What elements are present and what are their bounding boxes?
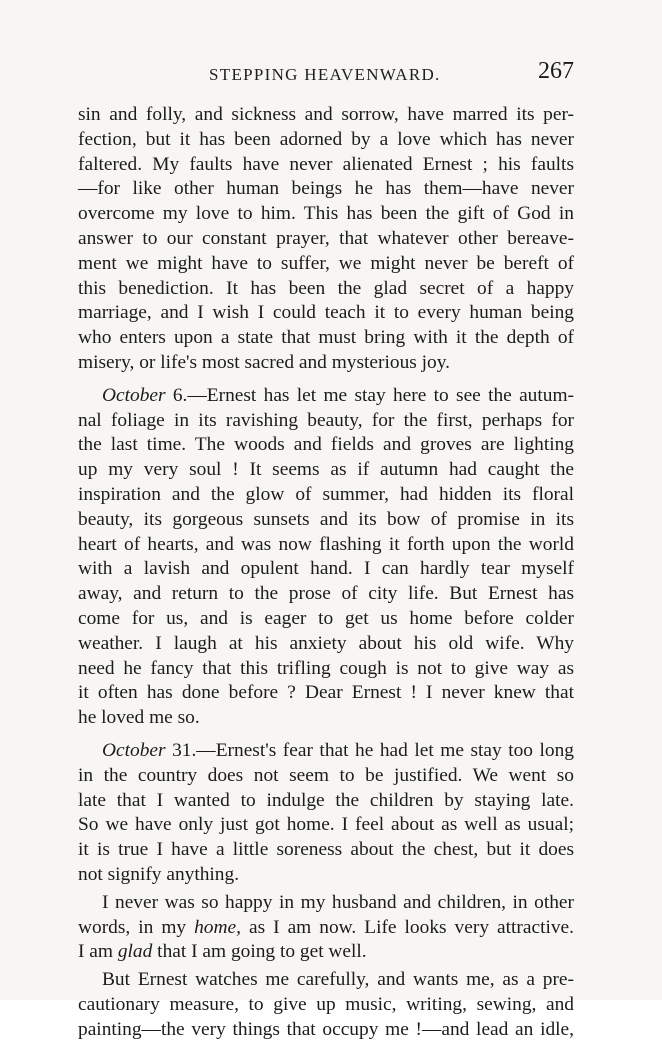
page-header [78,58,574,94]
text-line: answer to our constant prayer, that whatever other bereave- [78,227,574,249]
paragraph-5 [78,968,574,1042]
entry-text: 6.—Ernest has let me stay here to see the autum- [165,384,574,406]
text-line: who enters upon a state that must bring with it the depth of [78,327,574,349]
text-line: heart of hearts, and was now flashing it forth upon the world [78,533,574,555]
body-text [78,103,574,1042]
text-line [78,384,574,409]
text-line: nal foliage in its ravishing beauty, for the first, perhaps for [78,409,574,431]
text-line: not signify anything. [78,863,240,885]
text-line: inspiration and the glow of summer, had hidden its floral [78,483,574,505]
text-line: in the country does not seem to be justified. We went so [78,764,574,786]
text-line: marriage, and I wish I could teach it to every human being [78,302,574,324]
running-head: STEPPING HEAVENWARD. [209,65,441,84]
date-label: October [102,739,166,761]
text-line: this benediction. It has been the glad secret of a happy [78,277,574,299]
text-line: it often has done before ? Dear Ernest ! I never knew that [78,682,574,704]
text-line: up my very soul ! It seems as if autumn had caught the [78,459,574,481]
text-line: sin and folly, and sickness and sorrow, have marred its per- [78,104,574,125]
text-line [78,739,574,764]
text-line: come for us, and is eager to get us home before colder [78,607,574,629]
text-run: that I am going to get well. [152,941,367,963]
text-line: away, and return to the prose of city life. But Ernest has [78,583,574,605]
text-line [78,916,574,941]
paragraph-gap [78,731,574,739]
text-line: But Ernest watches me carefully, and wants me, as a pre- [102,969,574,991]
text-line: faltered. My faults have never alienated Ernest ; his faults [78,153,574,175]
emphasis: home, [194,916,241,938]
text-run: I am [78,941,118,963]
text-line: beauty, its gorgeous sunsets and its bow of promise in its [78,508,574,530]
text-line: cautionary measure, to give up music, writing, sewing, and [78,993,574,1015]
text-line: So we have only just got home. I feel about as well as usual; [78,814,574,836]
text-line: with a lavish and opulent hand. I can hardly tear myself [78,558,574,580]
text-line: late that I wanted to indulge the children by staying late. [78,789,574,811]
date-label: October [102,384,166,406]
text-run: as I am now. Life looks very attractive. [240,916,574,938]
text-run: words, in my [78,916,195,938]
entry-text: 31.—Ernest's fear that he had let me stay too long [165,739,574,761]
emphasis: glad [117,941,153,963]
paragraph-4 [78,891,574,965]
text-line: overcome my love to him. This has been the gift of God in [78,203,574,225]
text-line: I never was so happy in my husband and children, in other [102,891,574,913]
text-line: misery, or life's most sacred and mysterious joy. [78,351,451,373]
text-line: need he fancy that this trifling cough is not to give way as [78,657,574,679]
text-line: it is true I have a little soreness about the chest, but it does [78,839,574,861]
paragraph-october-31 [78,739,574,888]
text-line [78,940,574,965]
text-line: painting—the very things that occupy me !—and lead an idle, [78,1018,574,1040]
text-line: —for like other human beings he has them—have never [78,178,574,200]
text-line: weather. I laugh at his anxiety about his old wife. Why [78,632,574,654]
page-number: 267 [538,58,574,84]
text-line: the last time. The woods and fields and groves are lighting [78,434,574,456]
text-line: ment we might have to suffer, we might never be bereft of [78,252,574,274]
text-line: fection, but it has been adorned by a love which has never [78,128,574,150]
paragraph-october-6 [78,384,574,731]
paragraph-gap [78,376,574,384]
text-line: he loved me so. [78,707,200,729]
paragraph-1 [78,103,574,376]
